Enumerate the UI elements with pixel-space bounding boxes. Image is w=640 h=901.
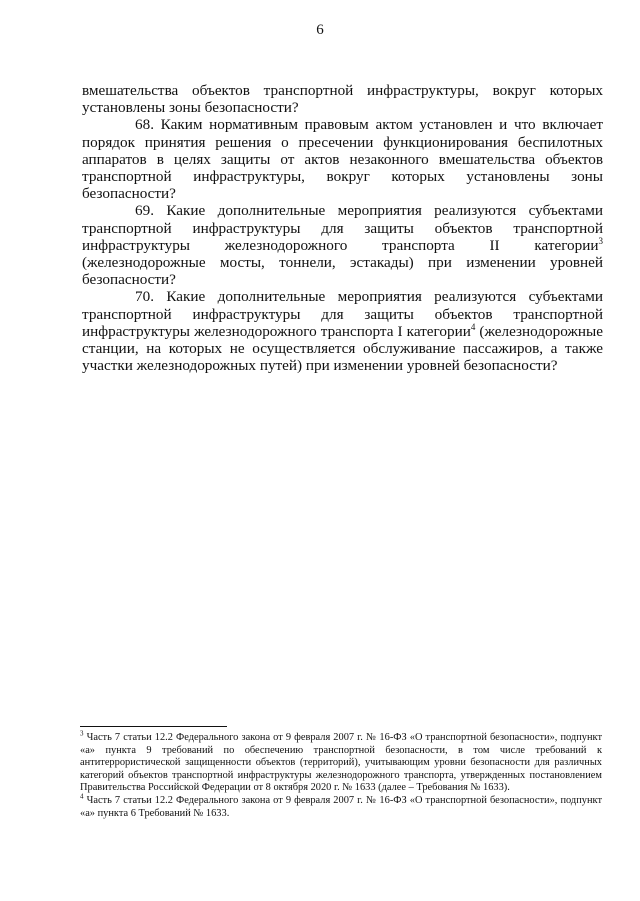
footnote-mark: 3: [80, 729, 84, 738]
paragraph-question-69: [82, 202, 603, 288]
paragraph-text: 69. Какие дополнительные мероприятия реализуются субъектами транспортной инфраструктуры для защиты объектов транспортной инфраструктуры железнодорожного транспорта II категории: [82, 202, 603, 254]
footnote-text: Часть 7 статьи 12.2 Федерального закона от 9 февраля 2007 г. № 16-ФЗ «О транспортной безопасности», подпункт «а» пункта 9 требований по обеспечению транспортной безопасности, в том числе требований к антитеррористической защищенности объектов (территорий), учитывающим уровни безопасности для различных категорий объектов транспортной инфраструктуры железнодорожного транспорта, утвержденных постановлением Правительства Российской Федерации от 8 октября 2020 г. № 1633 (далее – Требования № 1633).: [80, 732, 602, 794]
footnote-4: [80, 792, 602, 820]
paragraph-text: 70. Какие дополнительные мероприятия реализуются субъектами транспортной инфраструктуры для защиты объектов транспортной инфраструктуры железнодорожного транспорта I категории: [82, 288, 603, 340]
footnote-text: Часть 7 статьи 12.2 Федерального закона от 9 февраля 2007 г. № 16-ФЗ «О транспортной безопасности», подпункт «а» пункта 6 Требований № 1633.: [80, 794, 602, 819]
paragraph-text: (железнодорожные мосты, тоннели, эстакады) при изменении уровней безопасности?: [82, 254, 603, 289]
footnote-reference: 3: [598, 235, 603, 246]
paragraph-question-70: [82, 288, 603, 374]
paragraph-question-68: [82, 116, 603, 202]
footnote-3: [80, 729, 602, 795]
document-body: [82, 82, 603, 374]
paragraph-text: (железнодорожные станции, на которых не осуществляется обслуживание пассажиров, а также участки железнодорожных путей) при изменении уровней безопасности?: [82, 322, 603, 375]
paragraph-text: вмешательства объектов транспортной инфраструктуры, вокруг которых установлены зоны безопасности?: [82, 82, 603, 117]
footnotes: [80, 729, 602, 820]
page-number: 6: [316, 22, 324, 38]
paragraph-text: 68. Каким нормативным правовым актом установлен и что включает порядок принятия решения о пресечении функционирования беспилотных аппаратов в целях защиты от актов незаконного вмешательства объектов транспортной инфраструктуры, вокруг которых установлены зоны безопасности?: [82, 116, 603, 203]
footnote-reference: 4: [470, 321, 476, 332]
footnote-mark: 4: [80, 792, 84, 801]
footnote-separator: [80, 726, 227, 727]
paragraph-continuation: [82, 82, 603, 116]
